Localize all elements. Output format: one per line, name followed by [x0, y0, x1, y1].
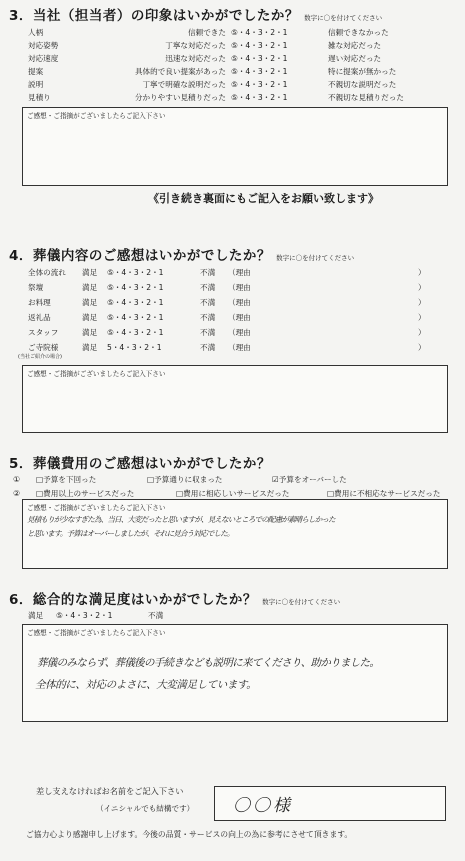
- s3-row-right: 不親切な説明だった: [328, 80, 397, 89]
- s6-bad: 不満: [148, 611, 164, 620]
- section4-heading: 4．葬儀内容のご感想はいかがでしたか？: [9, 248, 271, 264]
- s4-row-scale[interactable]: 5・4・3・2・1: [107, 343, 162, 352]
- s6-handwritten-line2: 全体的に、対応のよさに、大変満足しています。: [35, 679, 257, 691]
- s4-row-good: 満足: [82, 298, 98, 307]
- s4-row-scale[interactable]: ⑤・4・3・2・1: [107, 298, 164, 307]
- s3-row-scale[interactable]: ⑤・4・3・2・1: [231, 93, 288, 102]
- s3-row-label: 対応速度: [28, 54, 59, 63]
- s4-row-reason[interactable]: （理由: [228, 313, 251, 322]
- s4-row-reason[interactable]: （理由: [228, 328, 251, 337]
- s3-row-label: 人柄: [28, 28, 44, 37]
- s4-row-close: ）: [418, 343, 426, 352]
- s5-option-under-budget[interactable]: □予算を下回った: [36, 475, 97, 484]
- s4-row-good: 満足: [82, 268, 98, 277]
- s5-comment-label: ご感想・ご指摘がございましたらご記入下さい: [27, 504, 166, 512]
- s4-row-scale[interactable]: ⑤・4・3・2・1: [107, 283, 164, 292]
- s4-comment-label: ご感想・ご指摘がございましたらご記入下さい: [27, 370, 166, 378]
- s4-row-label: お料理: [28, 298, 51, 307]
- s5-option-within-budget[interactable]: □予算通りに収まった: [147, 475, 223, 484]
- s4-row-reason[interactable]: （理由: [228, 283, 251, 292]
- s6-scale[interactable]: ⑤・4・3・2・1: [56, 611, 113, 620]
- s3-comment-label: ご感想・ご指摘がございましたらご記入下さい: [27, 112, 166, 120]
- s5-option-below-cost[interactable]: □費用に不相応なサービスだった: [327, 489, 441, 498]
- name-value: 〇〇様: [233, 796, 293, 816]
- s3-row-right: 不親切な見積りだった: [328, 93, 404, 102]
- s4-row-reason[interactable]: （理由: [228, 343, 251, 352]
- s4-row-good: 満足: [82, 343, 98, 352]
- s4-row-label: スタッフ: [28, 328, 59, 337]
- s3-row-scale[interactable]: ⑤・4・3・2・1: [231, 41, 288, 50]
- s3-row-scale[interactable]: ⑤・4・3・2・1: [231, 28, 288, 37]
- s6-comment-label: ご感想・ご指摘がございましたらご記入下さい: [27, 629, 166, 637]
- s3-row-left: 信頼できた: [188, 28, 226, 37]
- s3-row-scale[interactable]: ⑤・4・3・2・1: [231, 54, 288, 63]
- s4-temple-note: (当社ご紹介の場合): [18, 354, 62, 360]
- name-label: 差し支えなければお名前をご記入下さい: [36, 786, 184, 796]
- s3-comment-box[interactable]: [22, 107, 448, 186]
- s4-row-label: 返礼品: [28, 313, 51, 322]
- s6-good: 満足: [28, 611, 44, 620]
- section6-note: 数字に〇を付けてください: [262, 598, 341, 606]
- s3-row-scale[interactable]: ⑤・4・3・2・1: [231, 67, 288, 76]
- section3-heading: 3．当社（担当者）の印象はいかがでしたか？: [9, 8, 299, 24]
- s3-row-left: 分かりやすい見積りだった: [134, 93, 226, 102]
- s4-row-scale[interactable]: ⑤・4・3・2・1: [107, 328, 164, 337]
- section6-title: [9, 588, 340, 608]
- s4-row-close: ）: [418, 313, 426, 322]
- s4-row-bad: 不満: [200, 298, 216, 307]
- s3-row-right: 遅い対応だった: [328, 54, 382, 63]
- s5-row1-num: ①: [13, 475, 21, 484]
- s5-option-fits-cost[interactable]: □費用に相応しいサービスだった: [176, 489, 290, 498]
- s4-row-label: ご寺院様: [28, 343, 59, 352]
- s4-row-bad: 不満: [200, 343, 216, 352]
- s4-row-bad: 不満: [200, 268, 216, 277]
- s3-row-right: 特に提案が無かった: [328, 67, 397, 76]
- s4-comment-box[interactable]: [22, 365, 448, 433]
- s5-option-over-budget[interactable]: ☑予算をオーバーした: [272, 475, 347, 484]
- s4-row-label: 全体の流れ: [28, 268, 66, 277]
- s4-row-good: 満足: [82, 328, 98, 337]
- section4-title: [9, 244, 354, 264]
- s3-row-scale[interactable]: ⑤・4・3・2・1: [231, 80, 288, 89]
- s4-row-scale[interactable]: ⑤・4・3・2・1: [107, 313, 164, 322]
- footer-note: ご協力心より感謝申し上げます。今後の品質・サービスの向上の為に参考にさせて頂きます。: [26, 830, 353, 839]
- s4-row-bad: 不満: [200, 328, 216, 337]
- s3-row-left: 丁寧で明確な説明だった: [142, 80, 226, 89]
- s5-row2-num: ②: [13, 489, 21, 498]
- name-sublabel: （イニシャルでも結構です）: [96, 804, 195, 813]
- s3-row-label: 見積り: [28, 93, 51, 102]
- s4-row-good: 満足: [82, 313, 98, 322]
- s3-row-label: 説明: [28, 80, 44, 89]
- section3-title: [9, 4, 382, 24]
- section6-heading: 6．総合的な満足度はいかがでしたか？: [9, 592, 257, 608]
- s3-row-label: 対応姿勢: [28, 41, 59, 50]
- s4-row-bad: 不満: [200, 283, 216, 292]
- s4-row-close: ）: [418, 298, 426, 307]
- name-field[interactable]: [214, 786, 446, 821]
- s6-comment-box[interactable]: [22, 624, 448, 722]
- s5-handwritten-line1: 見積もりが少なすぎた為、当日、大変だったと思いますが、見えないところでの配慮が素晴らしかった: [27, 515, 335, 524]
- s4-row-reason[interactable]: （理由: [228, 268, 251, 277]
- s3-row-right: 信頼できなかった: [328, 28, 389, 37]
- s4-row-close: ）: [418, 268, 426, 277]
- section4-note: 数字に〇を付けてください: [276, 254, 355, 262]
- section5-title: 5．葬儀費用のご感想はいかがでしたか？: [9, 456, 271, 472]
- s3-row-left: 具体的で良い提案があった: [134, 67, 226, 76]
- reverse-note: 《引き続き裏面にもご記入をお願い致します》: [148, 192, 379, 205]
- s4-row-bad: 不満: [200, 313, 216, 322]
- s3-row-left: 丁寧な対応だった: [165, 41, 226, 50]
- s6-handwritten-line1: 葬儀のみならず、葬儀後の手続きなども説明に来てくださり、助かりました。: [37, 657, 380, 669]
- s4-row-scale[interactable]: ⑤・4・3・2・1: [107, 268, 164, 277]
- s4-row-label: 祭壇: [28, 283, 44, 292]
- s3-row-left: 迅速な対応だった: [165, 54, 226, 63]
- s3-row-right: 雑な対応だった: [328, 41, 382, 50]
- s3-row-label: 提案: [28, 67, 44, 76]
- s4-row-close: ）: [418, 283, 426, 292]
- s5-comment-box[interactable]: [22, 499, 448, 569]
- s4-row-good: 満足: [82, 283, 98, 292]
- s5-handwritten-line2: と思います。予算はオーバーしましたが、それに見合う対応でした。: [27, 529, 234, 538]
- s5-option-above-cost[interactable]: □費用以上のサービスだった: [36, 489, 135, 498]
- section3-note: 数字に〇を付けてください: [304, 14, 383, 22]
- s4-row-close: ）: [418, 328, 426, 337]
- s4-row-reason[interactable]: （理由: [228, 298, 251, 307]
